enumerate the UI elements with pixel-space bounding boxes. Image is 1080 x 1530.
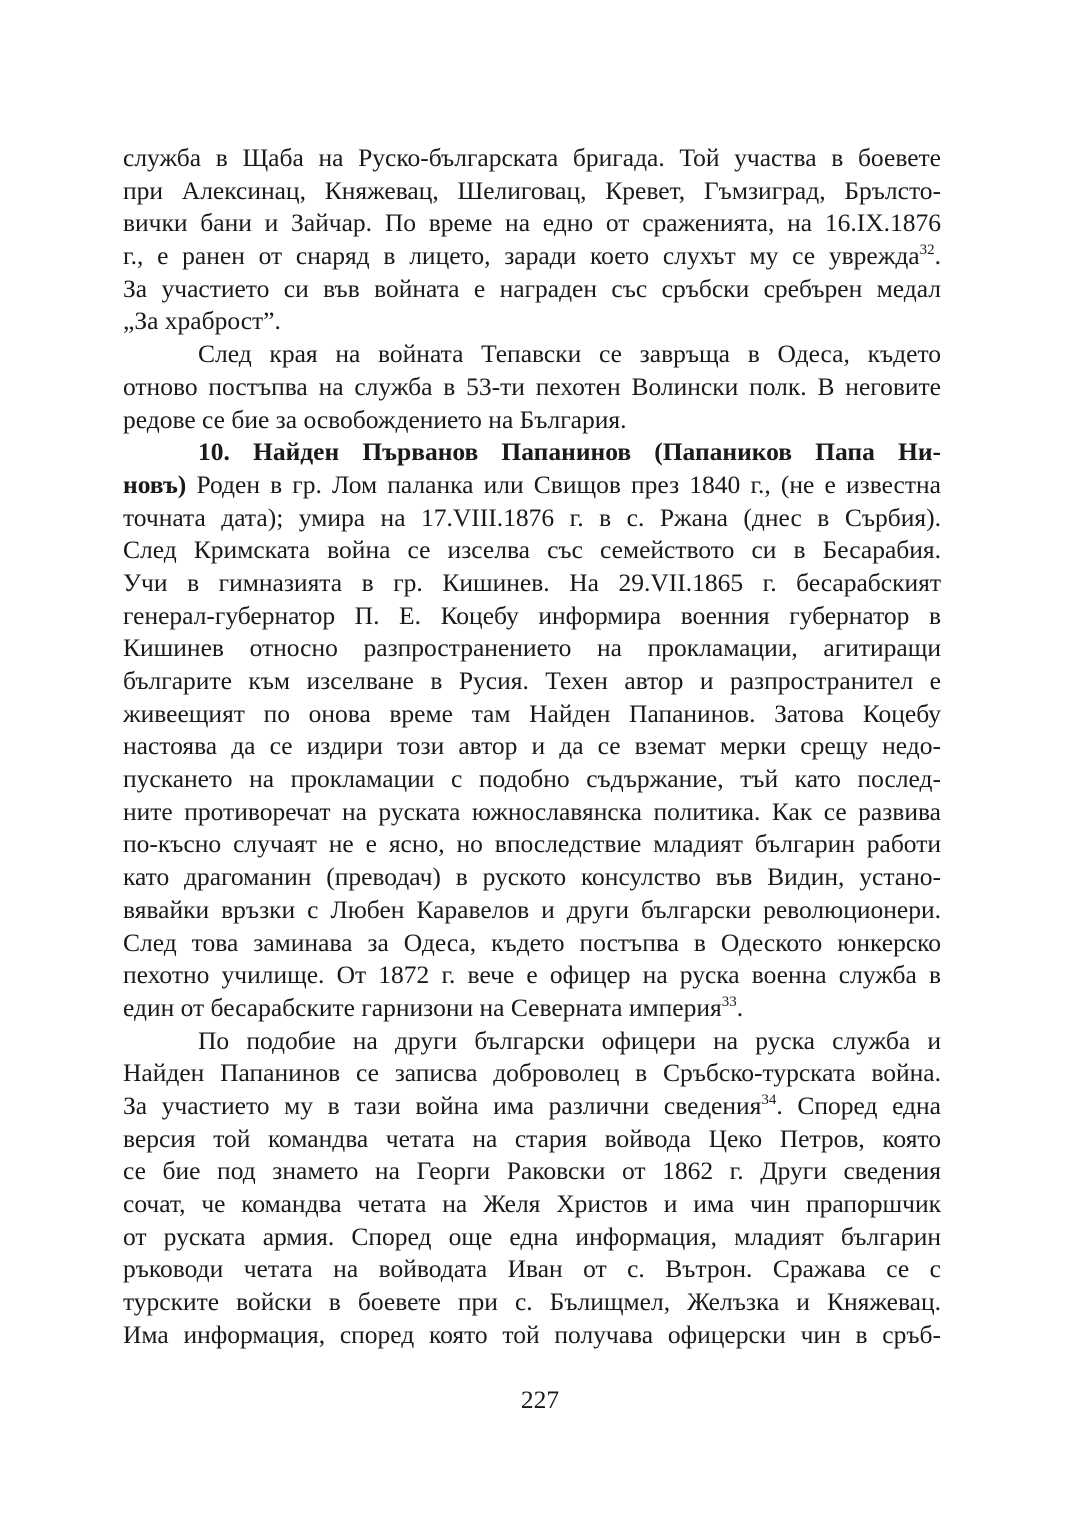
text-line: г., е ранен от снаряд в лицето, заради което слухът му се уврежда$^{32}$.	[123, 241, 941, 271]
page-number: 227	[520, 1385, 560, 1414]
text-line: Кишинев относно разпространението на прокламации, агитиращи	[123, 633, 941, 663]
heading-end: новъ)	[123, 469, 187, 499]
text-line: След Кримската война се изселва със семейството си в Бесарабия.	[123, 535, 941, 565]
text-line: новъ) Роден в гр. Лом паланка или Свищов през 1840 г., (не е известна	[123, 469, 941, 499]
body-text	[123, 142, 941, 1351]
section-heading: 10. Найден Първанов Папанинов (Папаников Папа Ни-	[198, 437, 941, 467]
text-line: Найден Папанинов се записва доброволец в Сръбско-турската война.	[123, 1058, 941, 1088]
text-line: като драгоманин (преводач) в руското консулство във Видин, устано-	[123, 862, 941, 892]
text-line: По подобие на други български офицери на руска служба и	[198, 1025, 941, 1055]
text-line: вички бани и Зайчар. По време на едно от сраженията, на 16.IX.1876	[123, 208, 941, 238]
text-line: от руската армия. Според още една информация, младият българин	[123, 1221, 941, 1251]
text-line: живеещият по онова време там Найден Папанинов. Затова Коцебу	[123, 698, 941, 728]
text-line: „За храброст”.	[123, 306, 281, 336]
text-line: отново постъпва на служба в 53-ти пехотен Волински полк. В неговите	[123, 371, 941, 401]
text-line: След края на войната Тепавски се завръща в Одеса, където	[198, 339, 941, 369]
text-line: пехотно училище. От 1872 г. вече е офицер на руска военна служба в	[123, 960, 941, 990]
text-line: пускането на прокламации с подобно съдържание, тъй като послед-	[123, 764, 941, 794]
text-line: служба в Щаба на Руско-българската бригада. Той участва в боевете	[123, 143, 941, 172]
text-line: След това заминава за Одеса, където постъпва в Одеското юнкерско	[123, 927, 941, 957]
footnote-ref: 32	[919, 242, 935, 259]
text-line: се бие под знамето на Георги Раковски от 1862 г. Други сведения	[123, 1156, 941, 1186]
text-line: по-късно случаят не е ясно, но впоследствие младият българин работи	[123, 829, 941, 859]
text-line: ните противоречат на руската южнославянска политика. Как се развива	[123, 796, 941, 826]
text-line: турските войски в боевете при с. Бълищмел, Желъзка и Княжевац.	[123, 1287, 941, 1317]
text-line: За участието му в тази война има различни сведения$^{34}$. Според една	[123, 1090, 941, 1120]
footnote-ref: 34	[761, 1091, 777, 1108]
text-line: вявайки връзки с Любен Каравелов и други български революционери.	[123, 894, 941, 924]
text-line: сочат, че командва четата на Желя Христов и има чин прапоршчик	[123, 1189, 941, 1218]
text-line: генерал-губернатор П. Е. Коцебу информира военния губернатор в	[123, 600, 941, 630]
text-line: при Алексинац, Княжевац, Шелиговац, Кревет, Гъмзиград, Брълсто-	[123, 175, 941, 205]
text-line: един от бесарабските гарнизони на Северната империя$^{33}$.	[123, 992, 744, 1022]
text-line: редове се бие за освобождението на България.	[123, 404, 627, 434]
footnote-ref: 33	[721, 993, 737, 1010]
text-line: Учи в гимназията в гр. Кишинев. На 29.VII.1865 г. бесарабският	[123, 567, 941, 597]
text-line: версия той командва четата на стария войвода Цеко Петров, която	[123, 1123, 941, 1153]
text-line: българите към изселване в Русия. Техен автор и разпространител е	[123, 666, 941, 695]
text-line: точната дата); умира на 17.VIII.1876 г. в с. Ржана (днес в Сърбия).	[123, 502, 941, 532]
text-line: ръководи четата на войводата Иван от с. Вътрон. Сражава се с	[123, 1254, 941, 1284]
text-line: настоява да се издири този автор и да се вземат мерки срещу недо-	[123, 731, 941, 761]
text-line: За участието си във войната е награден със сръбски сребърен медал	[123, 273, 941, 303]
text-line: Има информация, според която той получава офицерски чин в сръб-	[123, 1319, 941, 1349]
